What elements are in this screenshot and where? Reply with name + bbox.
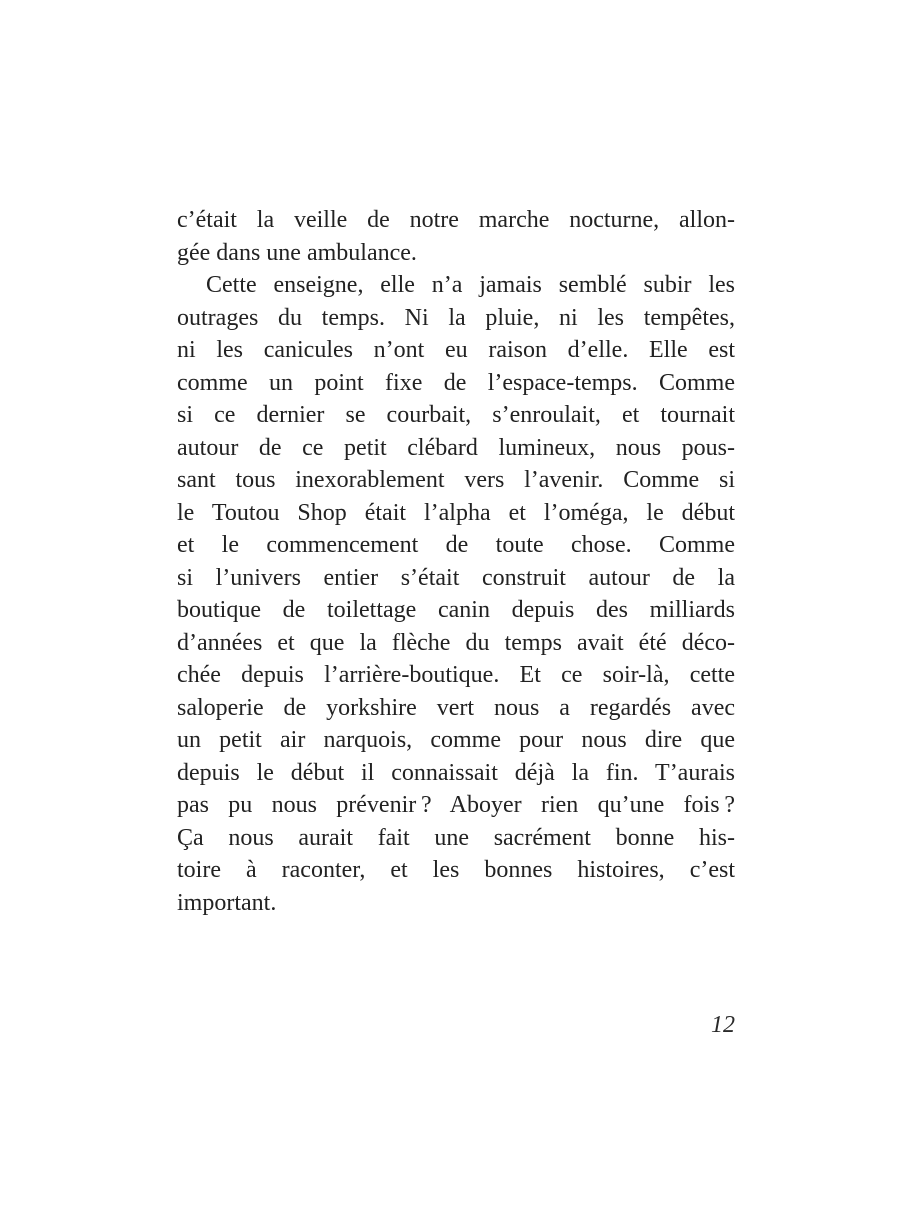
text-line: chée depuis l’arrière-boutique. Et ce soir-là, cette bbox=[177, 662, 735, 688]
text-line: autour de ce petit clébard lumineux, nous pous- bbox=[177, 434, 735, 461]
text-line: Ça nous aurait fait une sacrément bonne his- bbox=[177, 824, 735, 851]
text-line: pas pu nous prévenir ? Aboyer rien qu’une fois ? bbox=[177, 792, 735, 818]
text-line: ni les canicules n’ont eu raison d’elle. Elle est bbox=[177, 337, 735, 363]
text-line: outrages du temps. Ni la pluie, ni les tempêtes, bbox=[177, 304, 735, 331]
text-line: sant tous inexorablement vers l’avenir. Comme si bbox=[177, 467, 735, 493]
text-line: toire à raconter, et les bonnes histoires, c’est bbox=[177, 857, 735, 883]
text-line: comme un point fixe de l’espace-temps. Comme bbox=[177, 369, 735, 396]
page-number: 12 bbox=[711, 1012, 735, 1038]
text-line: depuis le début il connaissait déjà la fin. T’aurais bbox=[177, 759, 735, 786]
text-line: Cette enseigne, elle n’a jamais semblé subir les bbox=[206, 272, 735, 298]
text-line: gée dans une ambulance. bbox=[177, 239, 417, 266]
text-line: d’années et que la flèche du temps avait été déco- bbox=[177, 629, 735, 656]
text-line: important. bbox=[177, 889, 277, 916]
text-line: le Toutou Shop était l’alpha et l’oméga, le début bbox=[177, 499, 735, 526]
text-line: si l’univers entier s’était construit autour de la bbox=[177, 564, 735, 591]
text-line: saloperie de yorkshire vert nous a regardés avec bbox=[177, 694, 735, 721]
text-line: c’était la veille de notre marche nocturne, allon- bbox=[177, 207, 735, 233]
text-line: boutique de toilettage canin depuis des milliards bbox=[177, 597, 735, 623]
text-line: et le commencement de toute chose. Comme bbox=[177, 532, 735, 558]
text-line: un petit air narquois, comme pour nous dire que bbox=[177, 727, 735, 753]
text-line: si ce dernier se courbait, s’enroulait, et tournait bbox=[177, 402, 735, 428]
body-text bbox=[177, 204, 735, 919]
